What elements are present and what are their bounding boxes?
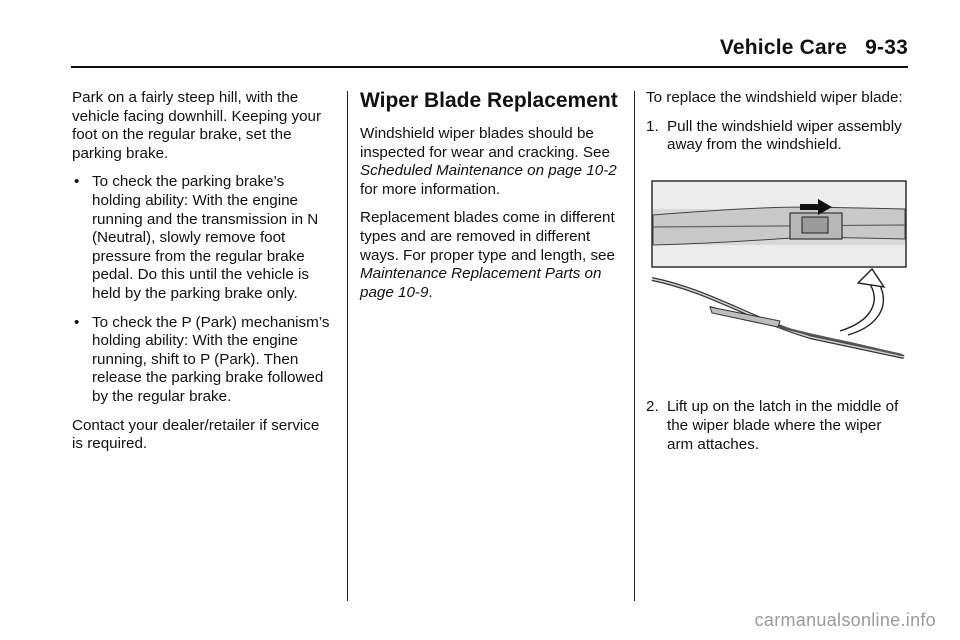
step-text: Lift up on the latch in the middle of the wiper blade where the wiper arm attaches. [667, 398, 899, 453]
step-item [646, 118, 910, 155]
step-text: Pull the windshield wiper assembly away from the windshield. [667, 117, 902, 154]
parking-intro-paragraph: Park on a fairly steep hill, with the vehicle facing downhill. Keeping your foot on the regular brake, set the parking brake. [72, 89, 322, 162]
cross-reference-link[interactable]: Maintenance Replacement Parts on page 10-9 [360, 265, 602, 301]
bullet-mark: • [74, 313, 80, 331]
paragraph-text: . [428, 283, 433, 301]
paragraph-text: Windshield wiper blades should be inspected for wear and cracking. See [360, 125, 610, 161]
contact-dealer-paragraph: Contact your dealer/retailer if service is required. [72, 416, 320, 453]
inspection-paragraph [360, 125, 622, 199]
arrow-curved-up-icon [858, 269, 884, 287]
header-rule [71, 66, 908, 68]
column-2 [360, 89, 622, 312]
section-title: Vehicle Care [719, 36, 848, 59]
page-header [60, 36, 908, 66]
paragraph-text: Replacement blades come in different types and are removed in different ways. For proper type and length, see [360, 209, 615, 264]
column-divider-left [347, 91, 348, 601]
bullet-text: To check the P (Park) mechanism’s holding ability: With the engine running, shift to P (Park). Then release the parking brake followed by the regular brake. [92, 313, 330, 405]
section-heading: Wiper Blade Replacement [360, 89, 618, 112]
running-header [720, 36, 908, 60]
step-number: 2. [646, 398, 659, 416]
wiper-blade-illustration [650, 179, 908, 369]
page-number: 9-33 [865, 36, 908, 59]
bullet-item [72, 314, 334, 407]
step-number: 1. [646, 117, 659, 135]
bullet-text: To check the parking brake’s holding ability: With the engine running and the transmission in N (Neutral), slowly remove foot pressure from the regular brake pedal. Do this until the vehicle is held by the parking brake only. [92, 173, 319, 302]
paragraph-text: for more information. [360, 180, 501, 198]
cross-reference-link[interactable]: Scheduled Maintenance on page 10-2 [360, 162, 617, 180]
step-item [646, 398, 910, 454]
replace-intro-paragraph: To replace the windshield wiper blade: [646, 89, 903, 106]
bullet-item [72, 173, 334, 303]
column-divider-right [634, 91, 635, 601]
replacement-paragraph [360, 209, 622, 302]
column-3 [646, 89, 910, 464]
column-1 [72, 89, 334, 464]
bullet-mark: • [74, 173, 80, 191]
watermark: carmanualsonline.info [754, 610, 936, 630]
